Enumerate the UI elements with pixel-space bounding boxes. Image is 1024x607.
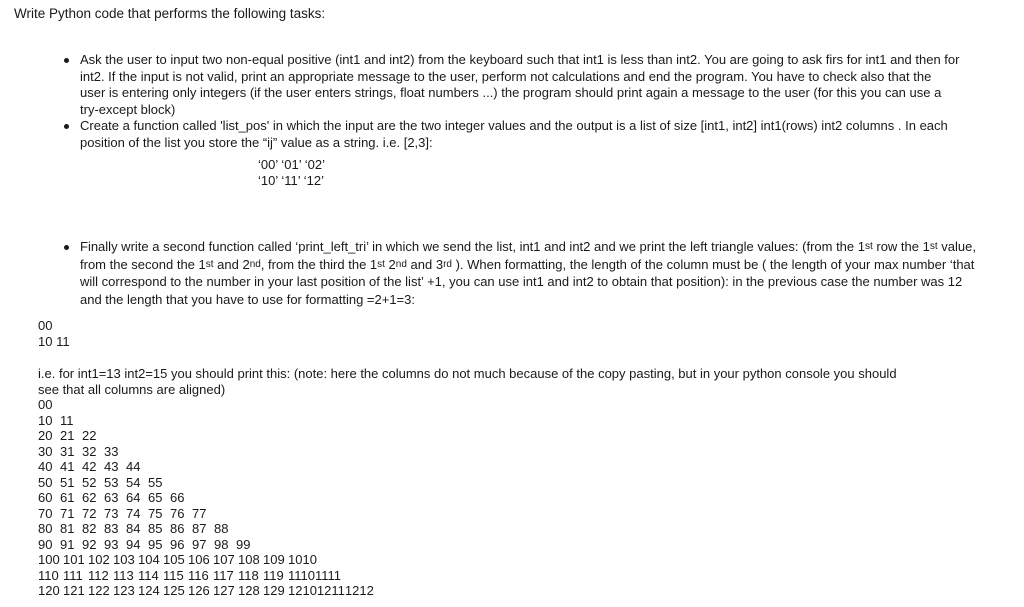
triangle-row — [38, 475, 374, 491]
triangle-cell: 44 — [126, 459, 141, 474]
triangle-cell: 63 — [104, 490, 119, 505]
triangle-cell: 103 — [113, 552, 135, 567]
task-item-input: Ask the user to input two non-equal positive (int1 and int2) from the keyboard such that int1 is less than int2. You are going to ask firs for int1 and then for int2. If the input is not valid, print an appropriate message to the user, perform not calculations and end the program. You have to check also that the user is entering only integers (if the user enters strings, float numbers ...) the program should print again a message to the user (for this you can use a try-except block) — [60, 52, 960, 118]
triangle-row — [38, 552, 374, 568]
triangle-cell: 55 — [148, 474, 163, 490]
text-run: 2 — [384, 256, 396, 272]
triangle-cell: 118 — [238, 567, 259, 583]
triangle-cell: 96 — [170, 536, 185, 552]
triangle-cell: 22 — [82, 428, 97, 443]
triangle-cell: 125 — [163, 583, 185, 598]
triangle-cell: 40 — [38, 459, 53, 474]
triangle-cell: 94 — [126, 536, 141, 552]
triangle-cell: 110 — [38, 567, 59, 583]
triangle-cell: 54 — [126, 474, 141, 490]
triangle-output — [38, 397, 374, 599]
superscript: nd — [249, 258, 261, 270]
triangle-cell: 105 — [163, 552, 185, 567]
triangle-cell: 71 — [60, 505, 75, 521]
triangle-cell: 91 — [60, 536, 75, 552]
triangle-cell: 116 — [188, 567, 209, 583]
triangle-cell: 120 — [38, 583, 60, 598]
triangle-cell: 53 — [104, 474, 119, 490]
triangle-row — [38, 428, 374, 444]
triangle-cell: 108 — [238, 552, 260, 567]
superscript: rd — [443, 258, 452, 270]
small-output — [38, 318, 70, 350]
triangle-cell: 80 — [38, 521, 53, 536]
triangle-cell: 65 — [148, 490, 163, 505]
triangle-cell: 11 — [60, 412, 74, 428]
triangle-row — [38, 413, 374, 429]
triangle-cell: 82 — [82, 521, 97, 536]
task-item-list-pos: Create a function called 'list_pos' in which the input are the two integer values and the output is a list of size [int1, int2] int1(rows) int2 columns . In each position of the list you store the “ij” value as a string. i.e. [2,3]: — [60, 118, 960, 151]
triangle-cell: 76 — [170, 505, 185, 521]
triangle-cell: 129 — [263, 583, 285, 598]
triangle-cell: 77 — [192, 505, 207, 521]
triangle-cell: 98 — [214, 536, 229, 552]
output-line: 00 — [38, 318, 53, 333]
matrix-row: ‘00’ ‘01’ ‘02’ — [258, 157, 325, 172]
triangle-row — [38, 490, 374, 506]
triangle-cell: 109 — [263, 552, 285, 567]
triangle-cell: 42 — [82, 459, 97, 474]
triangle-cell: 111 — [63, 567, 83, 583]
triangle-cell: 124 — [138, 583, 160, 598]
triangle-cell: 83 — [104, 521, 119, 536]
triangle-cell: 75 — [148, 505, 163, 521]
triangle-cell: 72 — [82, 505, 97, 521]
triangle-cell: 123 — [113, 583, 135, 598]
triangle-row — [38, 521, 374, 537]
text-run: Finally write a second function called ‘print_left_tri’ in which we send the list, int1 and int2 and we print the left triangle values: (from the 1 — [80, 239, 865, 254]
triangle-cell: 62 — [82, 490, 97, 505]
triangle-cell: 126 — [188, 583, 210, 598]
triangle-cell: 1212 — [344, 583, 374, 598]
triangle-cell: 97 — [192, 536, 207, 552]
text-run: ). When formatting, the length of the column must be ( the length of your max number ‘that will correspond to the number in your last position of the list’ +1, you can use int1 and int2 to obtain that position): in the previous case the number was 12 and the length that you have to use for formatting =2+1=3: — [80, 256, 975, 307]
triangle-row — [38, 444, 374, 460]
triangle-cell: 74 — [126, 505, 141, 521]
triangle-cell: 117 — [213, 567, 234, 583]
triangle-row — [38, 459, 374, 475]
triangle-cell: 51 — [60, 474, 75, 490]
superscript: st — [864, 241, 873, 252]
triangle-cell: 114 — [138, 567, 159, 583]
page-title: Write Python code that performs the following tasks: — [14, 6, 326, 21]
triangle-row — [38, 583, 374, 599]
triangle-cell: 20 — [38, 428, 53, 443]
triangle-cell: 128 — [238, 583, 260, 598]
triangle-cell: 32 — [82, 443, 97, 459]
triangle-cell: 121 — [63, 583, 85, 598]
triangle-cell: 61 — [60, 490, 75, 505]
triangle-row — [38, 397, 374, 413]
triangle-cell: 33 — [104, 443, 119, 459]
triangle-cell: 50 — [38, 474, 53, 490]
triangle-cell: 107 — [213, 552, 235, 567]
triangle-cell: 52 — [82, 474, 97, 490]
triangle-cell: 86 — [170, 521, 185, 536]
triangle-cell: 1010 — [288, 552, 317, 567]
triangle-cell: 99 — [236, 536, 251, 552]
triangle-cell: 1210 — [288, 583, 317, 598]
triangle-cell: 87 — [192, 521, 207, 536]
triangle-cell: 127 — [213, 583, 235, 598]
triangle-row — [38, 506, 374, 522]
triangle-cell: 41 — [60, 459, 75, 474]
text-run: value, from the second the 1 — [80, 239, 976, 272]
triangle-cell: 102 — [88, 552, 110, 567]
triangle-row — [38, 568, 374, 584]
triangle-cell: 106 — [188, 552, 210, 567]
triangle-cell: 00 — [38, 397, 53, 412]
triangle-cell: 43 — [104, 459, 119, 474]
triangle-cell: 1211 — [316, 583, 345, 598]
superscript: st — [929, 241, 938, 252]
triangle-cell: 1110 — [288, 567, 315, 583]
triangle-cell: 64 — [126, 490, 141, 505]
text-run: row the 1 — [872, 239, 930, 254]
triangle-cell: 85 — [148, 521, 163, 536]
triangle-cell: 115 — [163, 567, 184, 583]
triangle-cell: 93 — [104, 536, 119, 552]
matrix-row: ‘10’ ‘11’ ‘12’ — [258, 173, 325, 188]
matrix-example — [258, 157, 325, 189]
text-run: , from the third the 1 — [260, 256, 378, 272]
triangle-cell: 73 — [104, 505, 119, 521]
triangle-cell: 119 — [263, 567, 284, 583]
triangle-cell: 1111 — [315, 567, 342, 583]
triangle-cell: 101 — [63, 552, 85, 567]
triangle-cell: 88 — [214, 521, 229, 536]
triangle-cell: 66 — [170, 490, 185, 505]
triangle-cell: 81 — [60, 521, 75, 536]
output-line: 10 11 — [38, 334, 70, 349]
task-item-print-left-tri — [60, 238, 980, 308]
triangle-cell: 92 — [82, 536, 97, 552]
triangle-cell: 84 — [126, 521, 141, 536]
triangle-cell: 104 — [138, 552, 160, 567]
triangle-cell: 113 — [113, 567, 134, 583]
superscript: nd — [395, 258, 407, 270]
triangle-cell: 100 — [38, 552, 60, 567]
triangle-cell: 21 — [60, 428, 75, 443]
triangle-cell: 31 — [60, 443, 75, 459]
triangle-cell: 122 — [88, 583, 110, 598]
triangle-cell: 10 — [38, 412, 53, 428]
text-run: and 2 — [213, 256, 250, 272]
example-intro: i.e. for int1=13 int2=15 you should print this: (note: here the columns do not much because of the copy pasting, but in your python console you should see that all columns are aligned) — [38, 366, 897, 397]
triangle-cell: 90 — [38, 536, 53, 552]
triangle-cell: 60 — [38, 490, 53, 505]
superscript: st — [377, 258, 385, 270]
text-run: and 3 — [406, 256, 444, 272]
triangle-cell: 70 — [38, 505, 53, 521]
triangle-cell: 112 — [88, 567, 109, 583]
superscript: st — [205, 258, 214, 270]
task-list — [60, 52, 960, 151]
triangle-cell: 30 — [38, 443, 53, 459]
triangle-cell: 95 — [148, 536, 163, 552]
triangle-row — [38, 537, 374, 553]
